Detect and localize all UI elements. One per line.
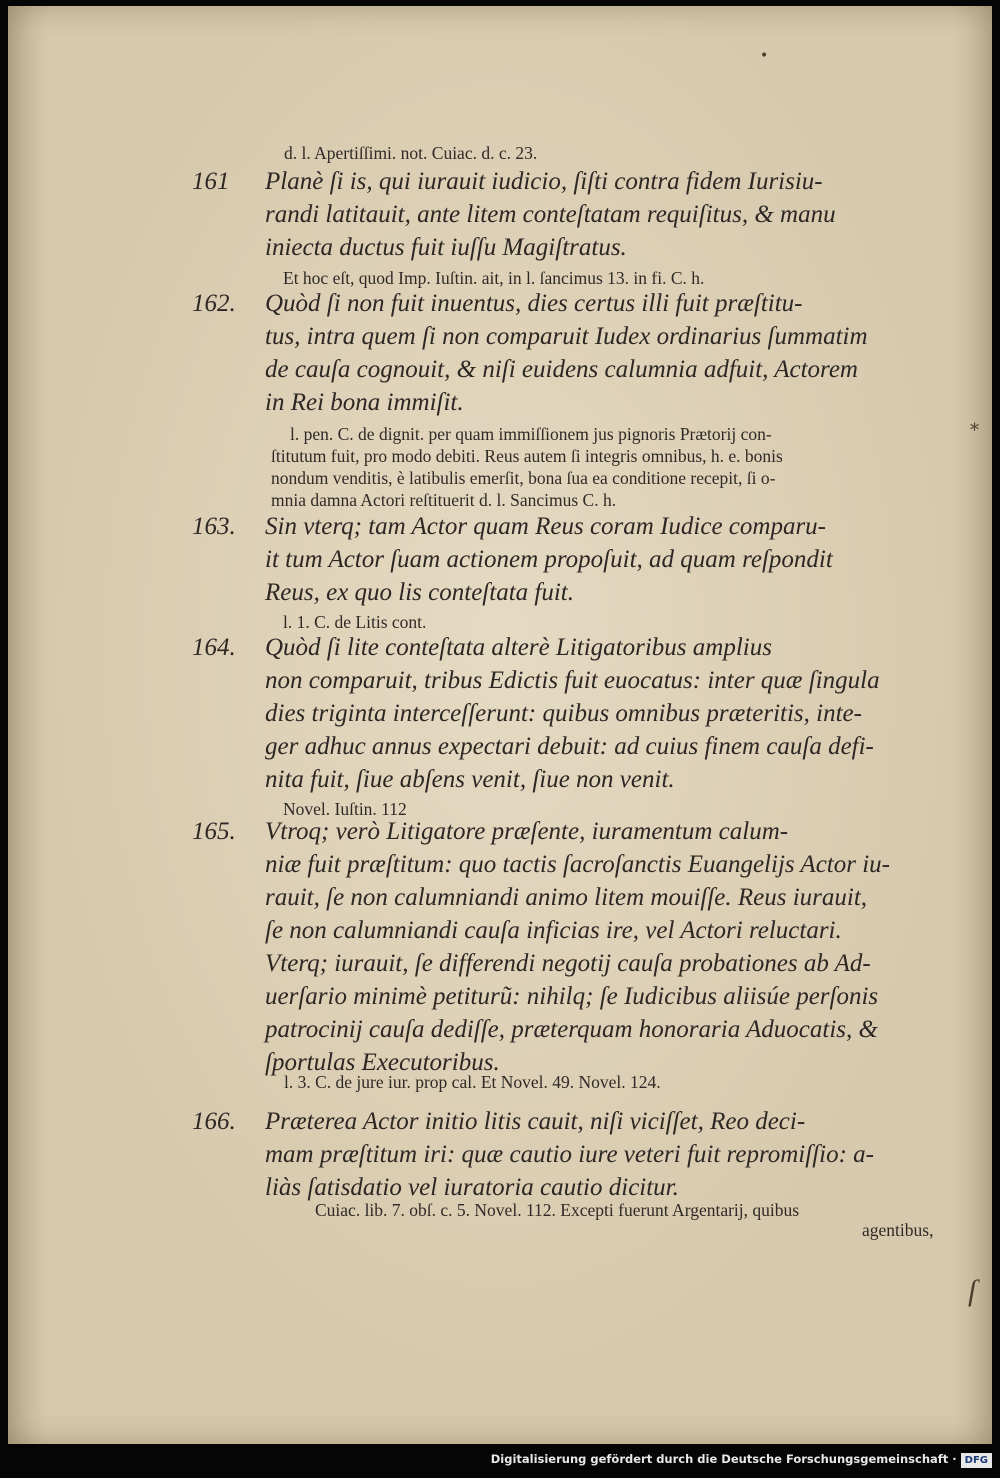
line-text: l. 1. C. de Litis cont. [283, 612, 427, 632]
line-text: niæ fuit præſtitum: quo tactis ſacroſanctis Euangelijs Actor iu- [265, 851, 890, 878]
line-text: nondum venditis, è latibulis emerſit, bona ſua ea conditione recepit, ſi o- [271, 468, 776, 488]
line-text: it tum Actor ſuam actionem propoſuit, ad quam reſpondit [265, 546, 833, 573]
line-text: mam præſtitum iri: quæ cautio iure veteri fuit repromiſſio: a- [265, 1141, 874, 1168]
line-text: ſportulas Executoribus. [265, 1049, 500, 1076]
paragraph-line [265, 356, 858, 384]
line-text: uerſario minimè petiturũ: nihilq; ſe Iudicibus aliisúe perſonis [265, 983, 879, 1010]
line-text: Cuiac. lib. 7. obſ. c. 5. Novel. 112. Excepti fuerunt Argentarij, quibus [315, 1200, 800, 1220]
paragraph-line [265, 766, 675, 794]
paragraph-line [265, 983, 878, 1011]
citation-line [284, 143, 537, 164]
line-text: iniecta ductus fuit iuſſu Magiſtratus. [265, 234, 627, 261]
paragraph-line [265, 579, 574, 607]
margin-stroke: ſ [968, 1274, 977, 1307]
line-text: ſe non calumniandi cauſa inficias ire, vel Actori reluctari. [265, 917, 842, 944]
citation-line [271, 446, 783, 467]
paragraph-number: 162. [192, 290, 236, 317]
margin-mark: * [970, 420, 979, 441]
paragraph-line [265, 733, 874, 761]
line-text: Planè ſi is, qui iurauit iudicio, ſiſti contra fidem Iurisiu- [265, 168, 823, 195]
paragraph-line [265, 950, 871, 978]
paragraph-line [265, 1016, 878, 1044]
line-text: tus, intra quem ſi non comparuit Iudex ordinarius ſummatim [265, 323, 868, 350]
line-text: mnia damna Actori reſtituerit d. l. Sancimus C. h. [271, 490, 617, 510]
paragraph-number: 166. [192, 1108, 236, 1135]
paragraph-line [265, 884, 867, 912]
paragraph-line [265, 323, 868, 351]
line-text: l. pen. C. de dignit. per quam immiſſionem jus pignoris Prætorij con- [290, 424, 772, 444]
line-text: non comparuit, tribus Edictis fuit euocatus: inter quæ ſingula [265, 667, 880, 694]
paragraph-line [265, 1174, 679, 1202]
line-text: Vtroq; verò Litigatore præſente, iuramentum calum- [265, 818, 789, 845]
footer-text: Digitalisierung gefördert durch die Deutsche Forschungsgemeinschaft · [490, 1452, 957, 1466]
line-text: Vterq; iurauit, ſe differendi negotij cauſa probationes ab Ad- [265, 950, 871, 977]
citation-line [862, 1220, 933, 1241]
line-text: nita fuit, ſiue abſens venit, ſiue non venit. [265, 766, 675, 793]
paragraph-line [192, 818, 788, 846]
line-text: rauit, ſe non calumniandi animo litem mouiſſe. Reus iurauit, [265, 884, 868, 911]
line-text: l. 3. C. de jure iur. prop cal. Et Novel. 49. Novel. 124. [284, 1072, 661, 1092]
citation-line [271, 468, 775, 489]
paragraph-number: 161 [192, 168, 230, 195]
line-text: ger adhuc annus expectari debuit: ad cuius finem cauſa defi- [265, 733, 874, 760]
line-text: Et hoc eſt, quod Imp. Iuſtin. ait, in l. ſancimus 13. in fi. C. h. [283, 268, 705, 288]
citation-line [283, 268, 704, 289]
dfg-logo: DFG [961, 1453, 992, 1468]
paragraph-number: 165. [192, 818, 236, 845]
paragraph-line [265, 700, 862, 728]
paragraph-line [265, 389, 464, 417]
line-text: dies triginta interceſſerunt: quibus omnibus præteritis, inte- [265, 700, 862, 727]
line-text: patrocinij cauſa dediſſe, præterquam honoraria Aduocatis, & [265, 1016, 878, 1043]
line-text: agentibus, [862, 1220, 934, 1240]
paragraph-line [265, 667, 880, 695]
paragraph-line [192, 290, 803, 318]
paragraph-line [265, 917, 842, 945]
paragraph-line [265, 851, 890, 879]
scanned-page [8, 6, 992, 1444]
citation-line [283, 612, 426, 633]
paragraph-line [265, 201, 836, 229]
paragraph-line [265, 546, 833, 574]
line-text: in Rei bona immiſit. [265, 389, 464, 416]
paragraph-line [192, 634, 772, 662]
paragraph-number: 163. [192, 513, 236, 540]
paragraph-line [192, 513, 826, 541]
line-text: Præterea Actor initio litis cauit, niſi viciſſet, Reo deci- [265, 1108, 806, 1135]
citation-line [290, 424, 772, 445]
line-text: liàs ſatisdatio vel iuratoria cautio dicitur. [265, 1174, 679, 1201]
line-text: de cauſa cognouit, & niſi euidens calumnia adfuit, Actorem [265, 356, 858, 383]
citation-line [315, 1200, 799, 1221]
line-text: Quòd ſi non fuit inuentus, dies certus illi fuit præſtitu- [265, 290, 803, 317]
citation-line [283, 799, 407, 820]
paragraph-number: 164. [192, 634, 236, 661]
citation-line [284, 1072, 661, 1093]
ink-speck: • [760, 48, 769, 64]
line-text: Novel. Iuſtin. 112 [283, 799, 407, 819]
digitization-footer [0, 1452, 992, 1474]
line-text: Reus, ex quo lis conteſtata fuit. [265, 579, 574, 606]
paragraph-line [192, 1108, 805, 1136]
line-text: Quòd ſi lite conteſtata alterè Litigatoribus amplius [265, 634, 772, 661]
citation-line [271, 490, 616, 511]
paragraph-line [265, 1141, 874, 1169]
line-text: randi latitauit, ante litem conteſtatam requiſitus, & manu [265, 201, 836, 228]
paragraph-line [265, 234, 627, 262]
line-text: d. l. Apertiſſimi. not. Cuiac. d. c. 23. [284, 143, 538, 163]
paragraph-line [192, 168, 823, 196]
line-text: ſtitutum fuit, pro modo debiti. Reus autem ſi integris omnibus, h. e. bonis [271, 446, 783, 466]
line-text: Sin vterq; tam Actor quam Reus coram Iudice comparu- [265, 513, 826, 540]
